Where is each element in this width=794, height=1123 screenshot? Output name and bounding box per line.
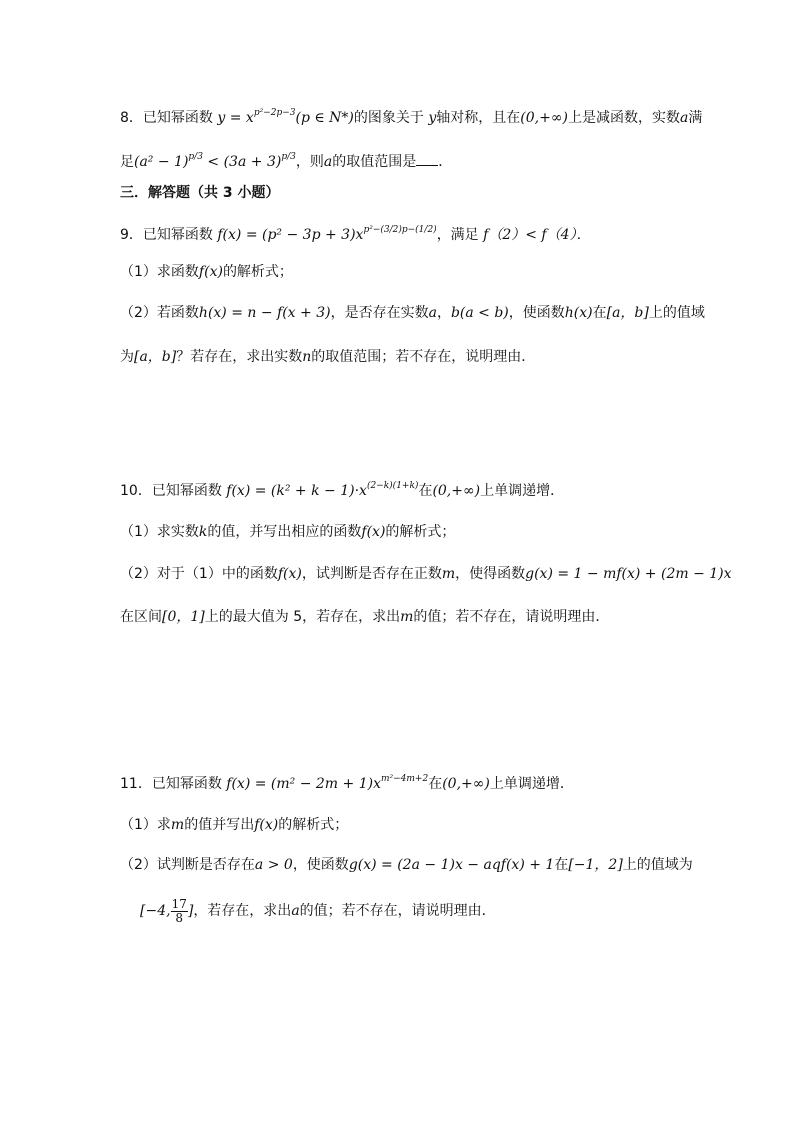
q10-number: 10． <box>120 483 152 499</box>
q10-part2: （2）对于（1）中的函数f(x)，试判断是否存在正数m，使得函数g(x) = 1 − mf(x) + (2m − 1)x <box>120 566 732 582</box>
q8-line2: 足$(a^2 - 1)^{p/3} < (3a + 3)^{p/3}$，则a的取值范围是 ． <box>120 152 453 170</box>
q11-part1: （1）求m的值并写出f(x)的解析式； <box>120 817 349 833</box>
q9-line1: 9．已知幂函数 $f(x) = (p^2 - 3p + 3)x^{p^2-(3/2)p-(1/2)}$，满足 f（2）< f（4）． <box>120 225 591 243</box>
q10-line1: 10．已知幂函数 $f(x) = (k^2 + k - 1)\cdot x^{(2-k)(1+k)}$在(0,+∞)上单调递增． <box>120 481 565 499</box>
q10-part2-cont: 在区间[0，1]上的最大值为 5，若存在，求出m的值；若不存在，请说明理由． <box>120 609 610 625</box>
q10-part1: （1）求实数k的值，并写出相应的函数f(x)的解析式； <box>120 524 456 540</box>
q8-number: 8． <box>120 110 143 126</box>
q9-number: 9． <box>120 227 143 243</box>
q8-formula: y = x <box>217 110 254 126</box>
q11-line1: 11．已知幂函数 $f(x) = (m^2 - 2m + 1)x^{m^2-4m+2}$在(0,+∞)上单调递增． <box>120 774 574 792</box>
q11-part2: （2）试判断是否存在a > 0，使函数g(x) = (2a − 1)x − aqf(x) + 1在[−1，2]上的值域为 <box>120 857 693 873</box>
answer-blank <box>416 153 438 166</box>
q9-part2: （2）若函数h(x) = n − f(x + 3)，是否存在实数a，b(a < b)，使函数h(x)在[a，b]上的值域 <box>120 305 705 321</box>
q11-number: 11． <box>120 776 152 792</box>
q9-part2-cont: 为[a，b]？若存在，求出实数n的取值范围；若不存在，说明理由． <box>120 349 536 365</box>
section-title: 三．解答题（共 3 小题） <box>120 185 280 201</box>
fraction: $\frac{17}{8}$ <box>171 896 187 925</box>
q11-part2-cont: [−4, $\frac{17}{8}$ ]，若存在，求出a的值；若不存在，请说明理由． <box>140 896 496 925</box>
q8-line1: 8．已知幂函数 $y = x^{p^2-2p-3}(p$ ∈ N*)的图象关于 y轴对称，且在(0,+∞)上是减函数，实数a满 <box>120 108 703 126</box>
q9-part1: （1）求函数f(x)的解析式； <box>120 264 293 280</box>
